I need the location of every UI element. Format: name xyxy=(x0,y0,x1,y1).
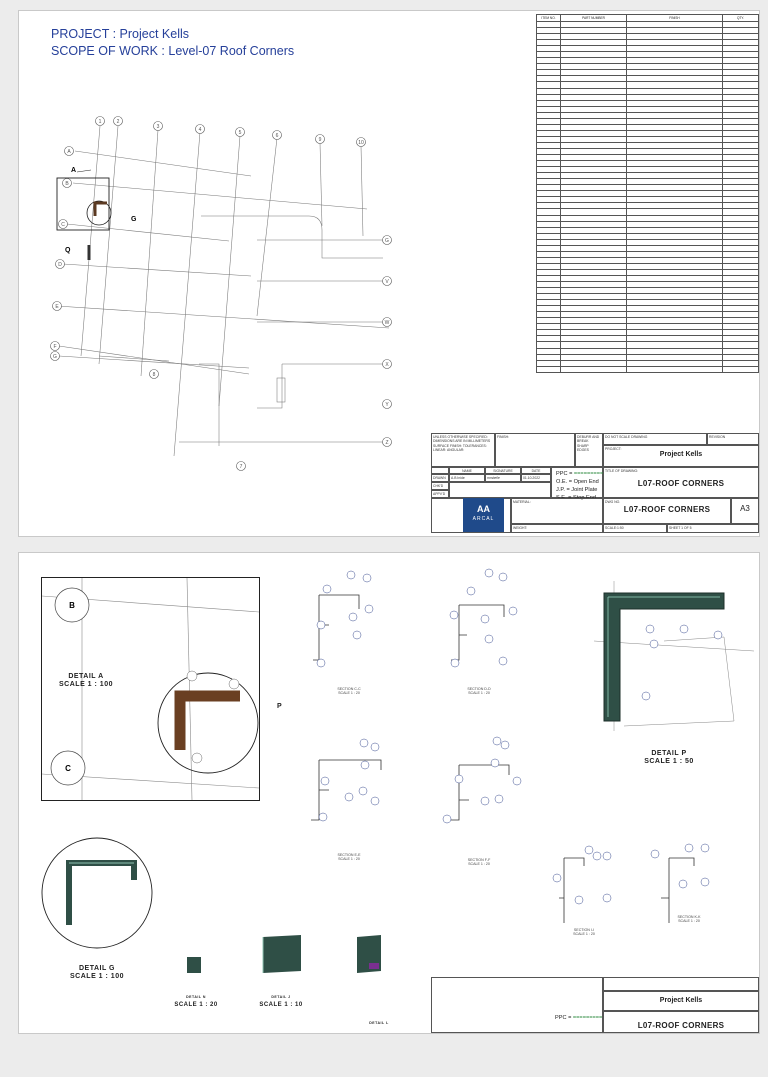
legend-ppc-key: PPC xyxy=(556,471,568,477)
do-not-scale-note: DO NOT SCALE DRAWING xyxy=(603,433,707,445)
detail-a-drawing xyxy=(42,578,259,800)
scale-label: SCALE:1:50 xyxy=(603,524,667,533)
grid-bubble-7: 7 xyxy=(239,464,243,470)
title-block-2 xyxy=(431,977,759,1077)
legend-ppc-2: PPC = ========= xyxy=(555,1015,603,1021)
detail-a-viewport xyxy=(41,577,260,801)
detail-g-circle xyxy=(87,201,111,225)
project-value-2: Project Kells xyxy=(659,997,703,1004)
col-date: DATE xyxy=(521,467,551,474)
section-f-f-label xyxy=(459,858,499,867)
section-d-d-label xyxy=(459,687,499,696)
blank-sign-rows xyxy=(449,482,551,498)
grid-bubble-a: A xyxy=(67,149,71,155)
legend-jp-key: J.P. xyxy=(556,487,565,493)
revision-label: REVISION xyxy=(707,433,759,445)
parts-list-row xyxy=(537,366,759,372)
detail-a-bubble-b: B xyxy=(69,601,75,610)
callout-q: Q xyxy=(65,247,71,254)
section-i-i-scale: SCALE 1 : 20 xyxy=(573,932,595,937)
detail-p-part xyxy=(604,593,724,721)
legend-jp-value: Joint Plate xyxy=(571,487,598,493)
title-label: TITLE OF DRAWING: xyxy=(605,469,639,473)
material-label: MATERIAL: xyxy=(511,498,603,524)
sheet-number: SHEET 1 OF 5 xyxy=(667,524,759,533)
section-d-d-scale: SCALE 1 : 20 xyxy=(468,691,490,696)
parts-list-header-row xyxy=(537,15,759,22)
detail-p-pointer: P xyxy=(277,703,282,710)
finish-label: FINISH: xyxy=(495,433,575,467)
header-item-no: ITEM NO. xyxy=(537,15,561,22)
sheet-size: A3 xyxy=(731,498,759,524)
detail-a-label xyxy=(51,673,121,689)
grid-bubble-10: 10 xyxy=(358,140,364,146)
legend-cell: PPC = ========= O.E. = Open End J.P. = Joint Plate S.E. = Stop End xyxy=(551,467,603,498)
header-qty: QTY. xyxy=(723,15,759,22)
parts-list-cell xyxy=(723,366,759,372)
drawing-sheet-1 xyxy=(18,10,760,537)
grid-bubble-right-w: W xyxy=(384,320,390,326)
header-finish: FINISH xyxy=(627,15,723,22)
section-i-i-title: SECTION I-I xyxy=(573,928,595,932)
scope-of-work: SCOPE OF WORK : Level-07 Roof Corners xyxy=(51,44,295,58)
row-checked: CHK'D xyxy=(431,482,449,490)
section-k-k-title: SECTION K-K xyxy=(677,915,701,919)
detail-a-title: DETAIL A xyxy=(68,673,104,680)
col-name: NAME xyxy=(449,467,485,474)
roof-corner-part xyxy=(95,203,107,216)
parts-list-body xyxy=(537,22,759,373)
detail-p-label xyxy=(629,750,709,766)
grid-bubbles-top xyxy=(96,117,366,147)
legend-ppc-key-2: PPC xyxy=(555,1015,567,1021)
detail-n-title: DETAIL N xyxy=(186,995,206,999)
grid-bubble-3: 3 xyxy=(156,124,160,130)
legend-oe-value: Open End xyxy=(573,479,599,485)
arcal-logo xyxy=(463,498,504,532)
grid-bubble-right-v: V xyxy=(385,279,389,285)
detail-l-label: DETAIL L xyxy=(369,1021,389,1025)
project-cell xyxy=(603,445,759,467)
section-i-i-label xyxy=(564,928,604,937)
section-e-e-title: SECTION E-E xyxy=(337,853,361,857)
grid-bubble-5: 5 xyxy=(238,130,242,136)
row-drawn: DRAWN xyxy=(431,474,449,482)
section-c-c-title: SECTION C-C xyxy=(337,687,361,691)
section-e-e-label xyxy=(329,853,369,862)
detail-n-label xyxy=(166,993,226,1009)
row-approved: APPV'D xyxy=(431,490,449,498)
dwg-no-value: L07-ROOF CORNERS xyxy=(623,505,711,515)
title-value: L07-ROOF CORNERS xyxy=(637,479,725,489)
grid-bubble-c: C xyxy=(61,222,65,228)
grid-bubble-d: D xyxy=(58,262,62,268)
grid-bubble-6: 6 xyxy=(275,133,279,139)
title-block-2-left xyxy=(431,977,603,1033)
detail-j-label xyxy=(251,993,311,1009)
project-title: PROJECT : Project Kells xyxy=(51,27,190,41)
grid-bubble-f: F xyxy=(53,344,57,350)
parts-list-cell xyxy=(627,366,723,372)
detail-g-scale: SCALE 1 : 100 xyxy=(70,973,124,980)
section-f-f-title: SECTION F-F xyxy=(467,858,491,862)
detail-p-title: DETAIL P xyxy=(651,750,687,757)
roof-grid-plan xyxy=(19,106,419,470)
section-profiles-mid xyxy=(419,565,619,865)
legend-se-key: S.E. xyxy=(556,495,567,501)
grid-bubble-right-z: Z xyxy=(385,440,389,446)
grid-bubble-b: B xyxy=(65,181,69,187)
logo-mark: AA xyxy=(477,504,490,514)
title-of-drawing-cell xyxy=(603,467,759,498)
drawn-signature: mmbelle xyxy=(485,474,521,482)
section-c-c-label xyxy=(329,687,369,696)
grid-bubble-right-y: Y xyxy=(385,402,389,408)
title-block-2-project xyxy=(603,991,759,1011)
section-d-d-title: SECTION D-D xyxy=(467,687,491,691)
dwg-no-label: DWG NO. xyxy=(605,500,621,504)
tolerance-notes: UNLESS OTHERWISE SPECIFIED: DIMENSIONS ARE IN MILLIMETERS SURFACE FINISH: TOLERANCES: LINEAR: ANGULAR: xyxy=(431,433,495,467)
parts-list-table xyxy=(536,14,759,373)
detail-a-bubble-c: C xyxy=(65,764,71,773)
title-block-2-topright xyxy=(603,977,759,991)
title-block xyxy=(431,433,759,533)
grid-bubble-right-x: X xyxy=(385,362,389,368)
detail-j-title: DETAIL J xyxy=(271,995,291,999)
section-k-k-label xyxy=(669,915,709,924)
callout-a: A xyxy=(71,167,77,174)
legend-se-value: Stop End xyxy=(572,495,596,501)
grid-lines xyxy=(57,126,389,456)
header-part-number: PART NUMBER xyxy=(561,15,627,22)
detail-a-scale: SCALE 1 : 100 xyxy=(59,681,113,688)
section-e-e-scale: SCALE 1 : 20 xyxy=(338,857,360,862)
legend-ppc-value: ========= xyxy=(573,471,604,477)
dwg-no-cell xyxy=(603,498,731,524)
detail-g-drawing xyxy=(39,835,159,955)
grid-bubble-e: E xyxy=(55,304,59,310)
deburr-note: DEBURR AND BREAK SHARP EDGES xyxy=(575,433,603,467)
section-f-f-scale: SCALE 1 : 20 xyxy=(468,862,490,867)
detail-p-drawing xyxy=(594,581,754,751)
detail-p-circle xyxy=(158,673,258,773)
title-value-2: L07-ROOF CORNERS xyxy=(637,1021,725,1030)
detail-j-scale: SCALE 1 : 10 xyxy=(259,1002,303,1008)
grid-bubble-g: G xyxy=(53,354,57,360)
drawing-sheet-2 xyxy=(18,552,760,1034)
section-c-c-scale: SCALE 1 : 20 xyxy=(338,691,360,696)
project-value: Project Kells xyxy=(659,451,703,459)
detail-n-drawing xyxy=(179,943,219,983)
drawn-name: A.B Inide xyxy=(449,474,485,482)
grid-bubble-right-g: G xyxy=(385,238,389,244)
section-k-k-scale: SCALE 1 : 20 xyxy=(678,919,700,924)
project-label: PROJECT: xyxy=(605,447,622,451)
detail-j-drawing xyxy=(257,931,317,981)
parts-list-cell xyxy=(561,366,627,372)
detail-p-scale: SCALE 1 : 50 xyxy=(644,758,694,765)
detail-n-scale: SCALE 1 : 20 xyxy=(174,1002,218,1008)
blank-cell xyxy=(431,467,449,474)
parts-list-cell xyxy=(537,366,561,372)
grid-bubble-4: 4 xyxy=(198,127,202,133)
detail-l-drawing xyxy=(349,931,399,981)
col-signature: SIGNATURE xyxy=(485,467,521,474)
roof-corner-part-detail xyxy=(180,696,240,750)
detail-g-label xyxy=(57,965,137,981)
logo-name: ARCAL xyxy=(472,516,495,522)
grid-bubble-8: 8 xyxy=(152,372,156,378)
title-block-2-title xyxy=(603,1011,759,1033)
grid-bubble-1: 1 xyxy=(98,119,102,125)
detail-g-title: DETAIL G xyxy=(78,965,116,972)
grid-bubble-9: 9 xyxy=(318,137,322,143)
grid-bubble-2: 2 xyxy=(116,119,120,125)
weight-label: WEIGHT: xyxy=(511,524,603,533)
legend-oe-key: O.E. xyxy=(556,479,568,485)
callout-g: G xyxy=(131,216,137,223)
drawn-date: 01.10.2022 xyxy=(521,474,551,482)
